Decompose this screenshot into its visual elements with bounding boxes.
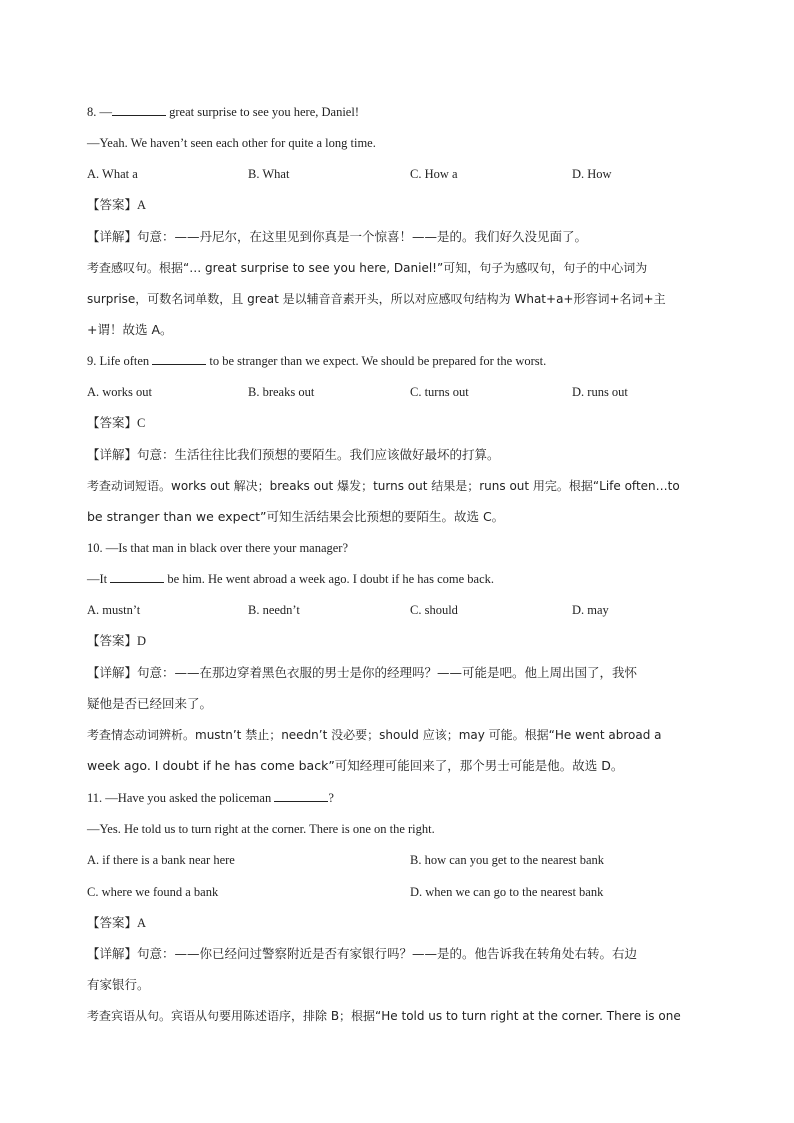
option-c: C. How a [410, 167, 458, 181]
answer-blank [152, 352, 206, 365]
detail-text: 考查情态动词辨析。mustn’t 禁止；needn’t 没必要；should 应该；may 可能。根据“He went abroad a [87, 728, 662, 742]
answer-label: 【答案】 [87, 915, 138, 930]
question-10-reply: —It be him. He went abroad a week ago. I doubt if he has come back. [87, 572, 495, 586]
detail-label: 【详解】 [87, 946, 138, 961]
option-d: D. runs out [572, 385, 628, 399]
question-number: 8. — [87, 105, 112, 119]
detail-line: 【详解】句意：生活往往比我们预想的要陌生。我们应该做好最坏的打算。 [87, 447, 500, 462]
detail-text: 考查宾语从句。宾语从句要用陈述语序，排除 B；根据“He told us to turn right at the corner. There is one [87, 1009, 681, 1023]
detail-text: 考查动词短语。works out 解决；breaks out 爆发；turns out 结果是；runs out 用完。根据“Life often…to [87, 479, 680, 493]
question-8-stem: 8. — great surprise to see you here, Daniel! [87, 105, 359, 119]
detail-text: week ago. I doubt if he has come back”可知经理可能回来了，那个男士可能是他。故选 D。 [87, 758, 624, 773]
answer-label: 【答案】 [87, 633, 138, 648]
detail-text: +谓！故选 A。 [87, 322, 173, 337]
detail-text: be stranger than we expect”可知生活结果会比预想的要陌生。故选 C。 [87, 509, 505, 524]
answer-label: 【答案】 [87, 415, 138, 430]
answer-value: A [137, 916, 147, 930]
detail-line: 【详解】句意：——在那边穿着黑色衣服的男士是你的经理吗？——可能是吧。他上周出国了，我怀 [87, 665, 638, 680]
detail-text: 疑他是否已经回来了。 [87, 696, 213, 711]
option-b: B. breaks out [248, 385, 315, 399]
option-c: C. turns out [410, 385, 469, 399]
detail-line: 【详解】句意：——丹尼尔，在这里见到你真是一个惊喜！——是的。我们好久没见面了。 [87, 229, 588, 244]
option-c: C. should [410, 603, 458, 617]
answer-line [87, 632, 146, 650]
question-11-reply: —Yes. He told us to turn right at the corner. There is one on the right. [87, 822, 435, 836]
option-d: D. How [572, 167, 612, 181]
answer-line [87, 914, 146, 932]
option-d: D. may [572, 603, 609, 617]
detail-label: 【详解】 [87, 665, 138, 680]
option-b: B. What [248, 167, 290, 181]
answer-value: C [137, 416, 146, 430]
option-c: C. where we found a bank [87, 885, 219, 899]
option-a: A. works out [87, 385, 152, 399]
detail-text: 有家银行。 [87, 977, 150, 992]
detail-text: surprise，可数名词单数，且 great 是以辅音音素开头，所以对应感叹句结构为 What+a+形容词+名词+主 [87, 292, 666, 306]
answer-label: 【答案】 [87, 197, 138, 212]
question-8-reply: —Yeah. We haven’t seen each other for quite a long time. [87, 136, 376, 150]
answer-blank [274, 789, 328, 802]
detail-label: 【详解】 [87, 447, 138, 462]
question-11-stem: 11. —Have you asked the policeman ? [87, 791, 334, 805]
option-d: D. when we can go to the nearest bank [410, 885, 604, 899]
answer-blank [112, 103, 166, 116]
answer-value: D [137, 634, 147, 648]
option-a: A. if there is a bank near here [87, 853, 235, 867]
detail-label: 【详解】 [87, 229, 138, 244]
question-9-stem: 9. Life often to be stranger than we expect. We should be prepared for the worst. [87, 354, 547, 368]
detail-line: 【详解】句意：——你已经问过警察附近是否有家银行吗？——是的。他告诉我在转角处右转。右边 [87, 946, 638, 961]
answer-value: A [137, 198, 147, 212]
answer-line [87, 196, 146, 214]
option-b: B. needn’t [248, 603, 300, 617]
option-b: B. how can you get to the nearest bank [410, 853, 605, 867]
option-a: A. mustn’t [87, 603, 141, 617]
question-number: 9. Life often [87, 354, 150, 368]
detail-text: 考查感叹句。根据“… great surprise to see you here, Daniel!”可知，句子为感叹句，句子的中心词为 [87, 261, 648, 275]
answer-blank [110, 570, 164, 583]
question-10-stem: 10. —Is that man in black over there your manager? [87, 541, 349, 555]
answer-line [87, 414, 145, 432]
question-number: 11. —Have you asked the policeman [87, 791, 272, 805]
option-a: A. What a [87, 167, 138, 181]
